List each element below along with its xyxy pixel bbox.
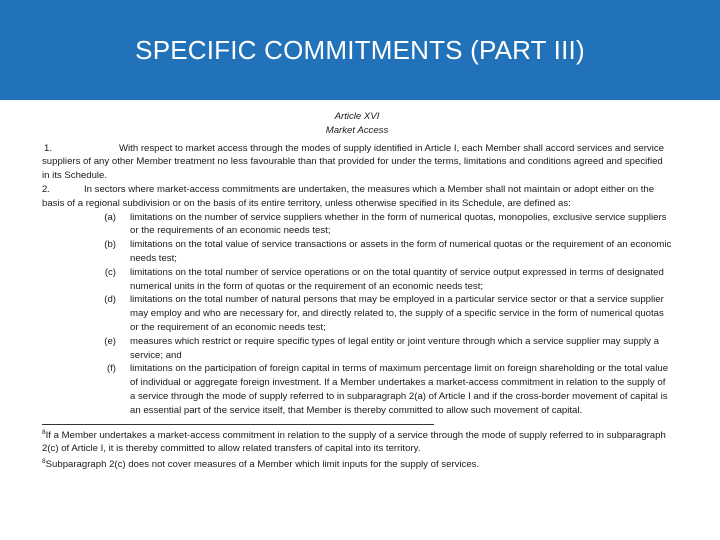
list-item — [42, 335, 672, 363]
article-subheading: Market Access — [325, 124, 389, 136]
list-item-label: (a) — [104, 211, 116, 223]
list-item — [42, 266, 672, 294]
footnote-mark: 8 — [42, 458, 46, 466]
list-item-text: limitations on the number of service suppliers whether in the form of numerical quotas, monopolies, exclusive service suppliers or the requirements of an economic needs test; — [130, 211, 667, 237]
footnote-text: If a Member undertakes a market-access commitment in relation to the supply of a service through the mode of supply referred to in subparagraph 2(c) of Article I, it is thereby committed to allow related transfers of capital into its territory. — [42, 429, 666, 455]
list-item-label: (e) — [104, 335, 116, 347]
footnote-mark: 8 — [42, 428, 46, 436]
list-item-label: (d) — [104, 294, 116, 306]
paragraph-1-text: With respect to market access through the modes of supply identified in Article I, each Member shall accord services and service suppliers of any other Member treatment no less favourable than that provided for under the terms, limitations and conditions agreed and specified in its Schedule. — [42, 142, 664, 182]
list-item-text: limitations on the participation of foreign capital in terms of maximum percentage limit on foreign shareholding or the total value of individual or aggregate foreign investment. If a Member undertakes a market-access commitment in relation to the supply of a service through the mode of supply referred to in subparagraph 2(a) of Article I and if the cross-border movement of capital is an essential part of the service itself, that Member is thereby committed to allow such movement of capital. — [130, 363, 669, 416]
list-item — [42, 293, 672, 334]
footnote — [42, 458, 672, 472]
paragraph-2-number: 2. — [42, 183, 51, 195]
list-item-label: (c) — [104, 266, 116, 278]
footnote-divider — [42, 424, 434, 425]
list-item-label: (b) — [104, 239, 116, 251]
paragraph-1-number: 1. — [44, 142, 53, 154]
list-item-text: measures which restrict or require specific types of legal entity or joint venture through which a service supplier may supply a service; and — [130, 335, 659, 361]
footnote-text: Subparagraph 2(c) does not cover measures of a Member which limit inputs for the supply of services. — [45, 459, 480, 471]
slide-title: SPECIFIC COMMITMENTS (PART III) — [135, 35, 585, 65]
list-item-text: limitations on the total number of service operations or on the total quantity of service output expressed in terms of designated numerical units in the form of quotas or the requirement of an economic needs test; — [130, 266, 664, 292]
paragraph-2 — [42, 183, 672, 211]
list-item — [42, 211, 672, 239]
footnote — [42, 429, 672, 457]
list-item — [42, 362, 672, 417]
article-heading: Article XVI — [334, 111, 380, 122]
paragraph-1 — [42, 142, 672, 183]
list-item-text: limitations on the total number of natural persons that may be employed in a particular service sector or that a service supplier may employ and who are necessary for, and directly related to, the supply of a specific service in the form of numerical quotas or the requirement of an economic needs test; — [130, 294, 664, 333]
paragraph-2-text: In sectors where market-access commitments are undertaken, the measures which a Member shall not maintain or adopt either on the basis of a regional subdivision or on the basis of its entire territory, unless otherwise specified in its Schedule, are defined as: — [42, 183, 655, 209]
list-item — [42, 238, 672, 266]
title-bar — [0, 0, 720, 100]
list-item-label: (f) — [106, 363, 116, 375]
article-content — [42, 110, 672, 472]
list-item-text: limitations on the total value of service transactions or assets in the form of numerical quotas or the requirement of an economic needs test; — [130, 239, 672, 264]
